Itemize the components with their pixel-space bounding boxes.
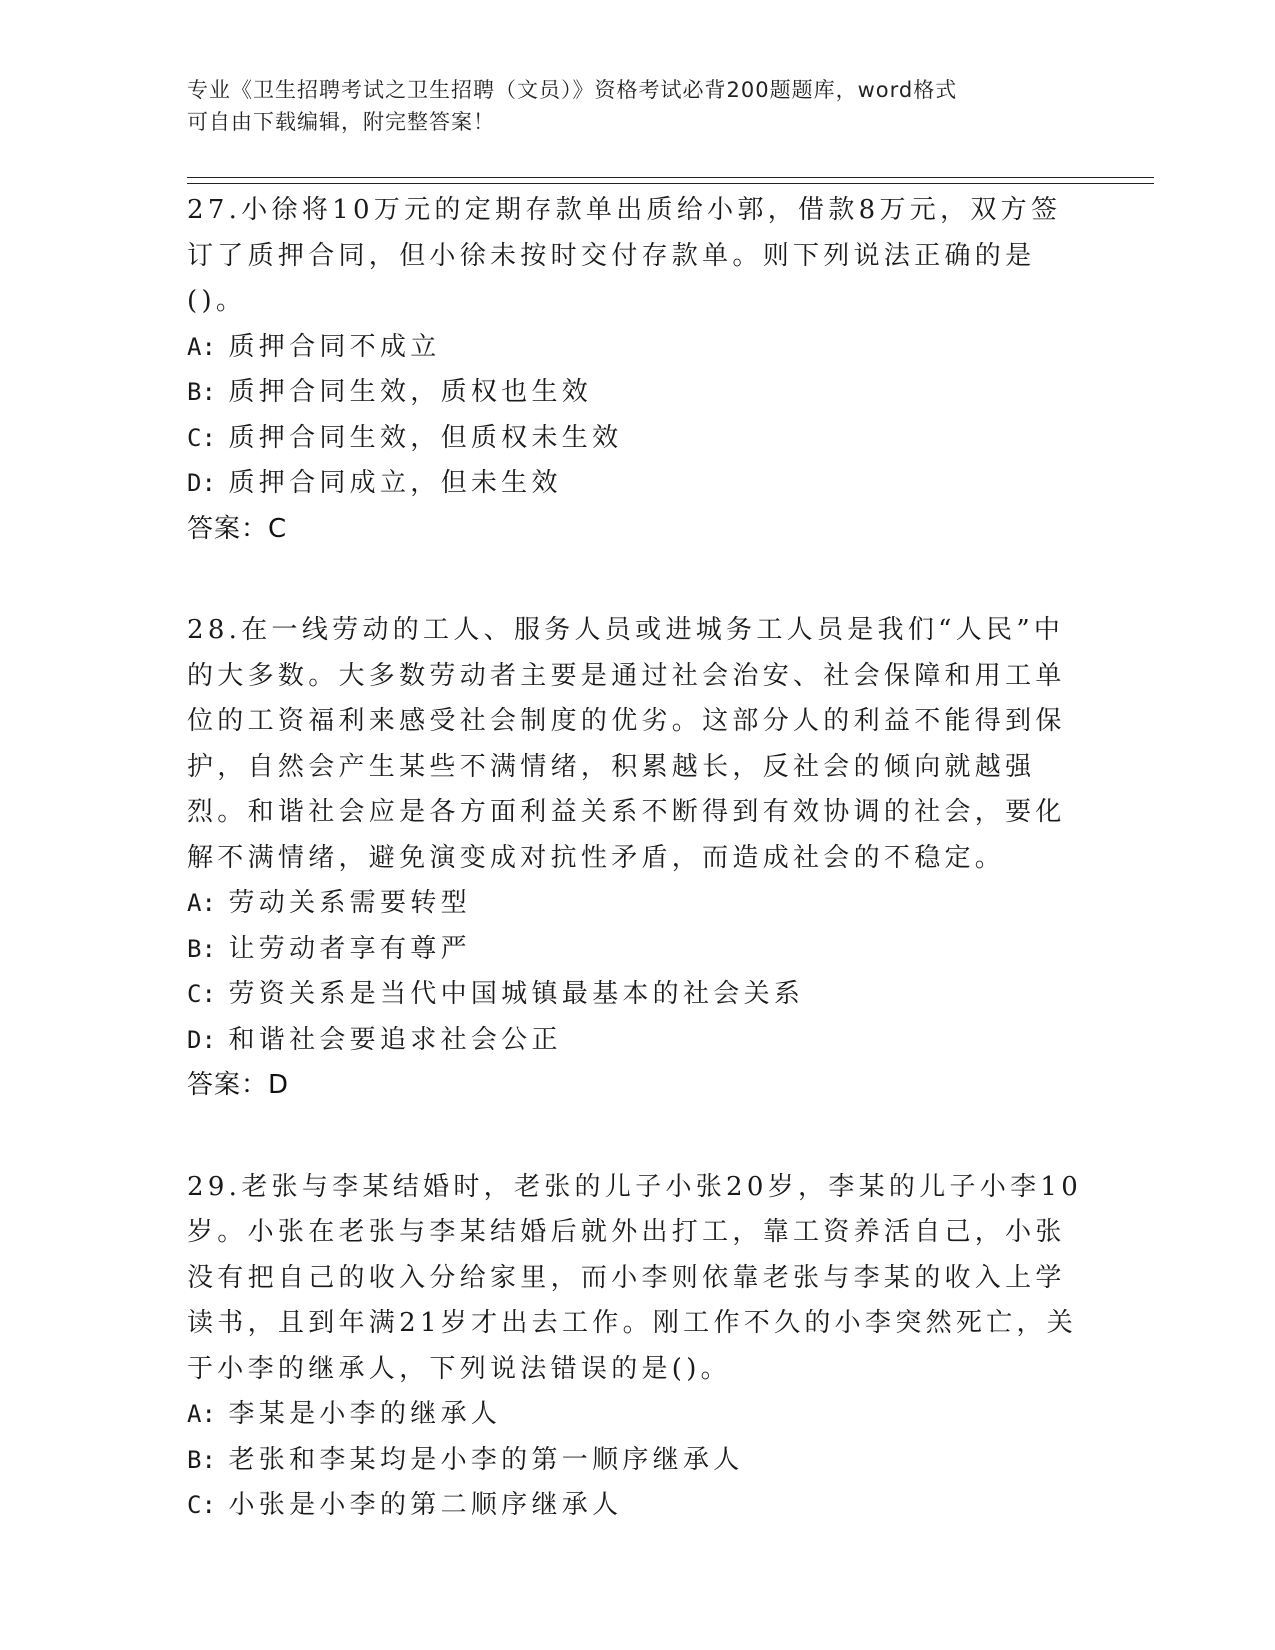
option-text: 质押合同不成立 — [228, 331, 441, 362]
question-text: 27.小徐将10万元的定期存款单出质给小郭，借款8万元，双方签订了质押合同，但小徐未按时交付存款单。则下列说法正确的是()。 — [187, 195, 1062, 316]
header-divider-top — [187, 177, 1154, 178]
header-line-2: 可自由下载编辑，附完整答案！ — [187, 110, 495, 134]
option-text: 质押合同成立，但未生效 — [228, 468, 562, 498]
option-d — [187, 461, 1087, 507]
option-a — [187, 325, 1087, 371]
header-line-1: 专业《卫生招聘考试之卫生招聘（文员）》资格考试必背200题题库，word格式 — [187, 78, 958, 102]
option-a — [187, 1392, 1087, 1438]
option-text: 质押合同生效，但质权未生效 — [228, 422, 623, 453]
option-text: 劳资关系是当代中国城镇最基本的社会关系 — [228, 979, 805, 1009]
option-b — [187, 370, 1087, 416]
option-text: 让劳动者享有尊严 — [228, 933, 471, 964]
answer-label: 答案：C — [187, 513, 288, 544]
page-header — [187, 74, 1087, 138]
option-text: 质押合同生效，质权也生效 — [228, 377, 593, 407]
option-text: 和谐社会要追求社会公正 — [228, 1024, 562, 1055]
header-divider-bottom — [187, 183, 1154, 184]
option-key: B: — [187, 1445, 216, 1474]
option-c — [187, 416, 1087, 462]
question-27 — [187, 188, 1087, 552]
option-key: C: — [187, 980, 216, 1008]
option-d — [187, 1018, 1087, 1064]
option-key: B: — [187, 378, 216, 406]
option-a — [187, 881, 1087, 927]
option-b — [187, 1438, 1087, 1484]
option-key: A: — [187, 1400, 216, 1428]
option-text: 李某是小李的继承人 — [228, 1399, 502, 1429]
option-key: B: — [187, 934, 216, 963]
option-key: A: — [187, 332, 216, 361]
option-text: 老张和李某均是小李的第一顺序继承人 — [228, 1444, 744, 1475]
option-key: C: — [187, 423, 216, 452]
option-b — [187, 927, 1087, 973]
option-c — [187, 972, 1087, 1018]
option-key: D: — [187, 1025, 216, 1054]
option-key: C: — [187, 1491, 216, 1519]
option-text: 劳动关系需要转型 — [228, 888, 471, 918]
question-text: 28.在一线劳动的工人、服务人员或进城务工人员是我们“人民”中的大多数。大多数劳动者主要是通过社会治安、社会保障和用工单位的工资福利来感受社会制度的优劣。这部分人的利益不能得到保护，自然会产生某些不满情绪，积累越长，反社会的倾向就越强烈。和谐社会应是各方面利益关系不断得到有效协调的社会，要化解不满情绪，避免演变成对抗性矛盾，而造成社会的不稳定。 — [187, 615, 1066, 873]
question-list — [187, 188, 1087, 1585]
question-text: 29.老张与李某结婚时，老张的儿子小张20岁，李某的儿子小李10岁。小张在老张与李某结婚后就外出打工，靠工资养活自己，小张没有把自己的收入分给家里，而小李则依靠老张与李某的收入上学读书，且到年满21岁才出去工作。刚工作不久的小李突然死亡，关于小李的继承人，下列说法错误的是()。 — [187, 1171, 1083, 1384]
option-text: 小张是小李的第二顺序继承人 — [228, 1490, 623, 1520]
option-c — [187, 1483, 1087, 1529]
question-29 — [187, 1165, 1087, 1529]
answer-label: 答案：D — [187, 1070, 290, 1100]
option-key: A: — [187, 889, 216, 917]
question-28 — [187, 608, 1087, 1109]
option-key: D: — [187, 469, 216, 497]
